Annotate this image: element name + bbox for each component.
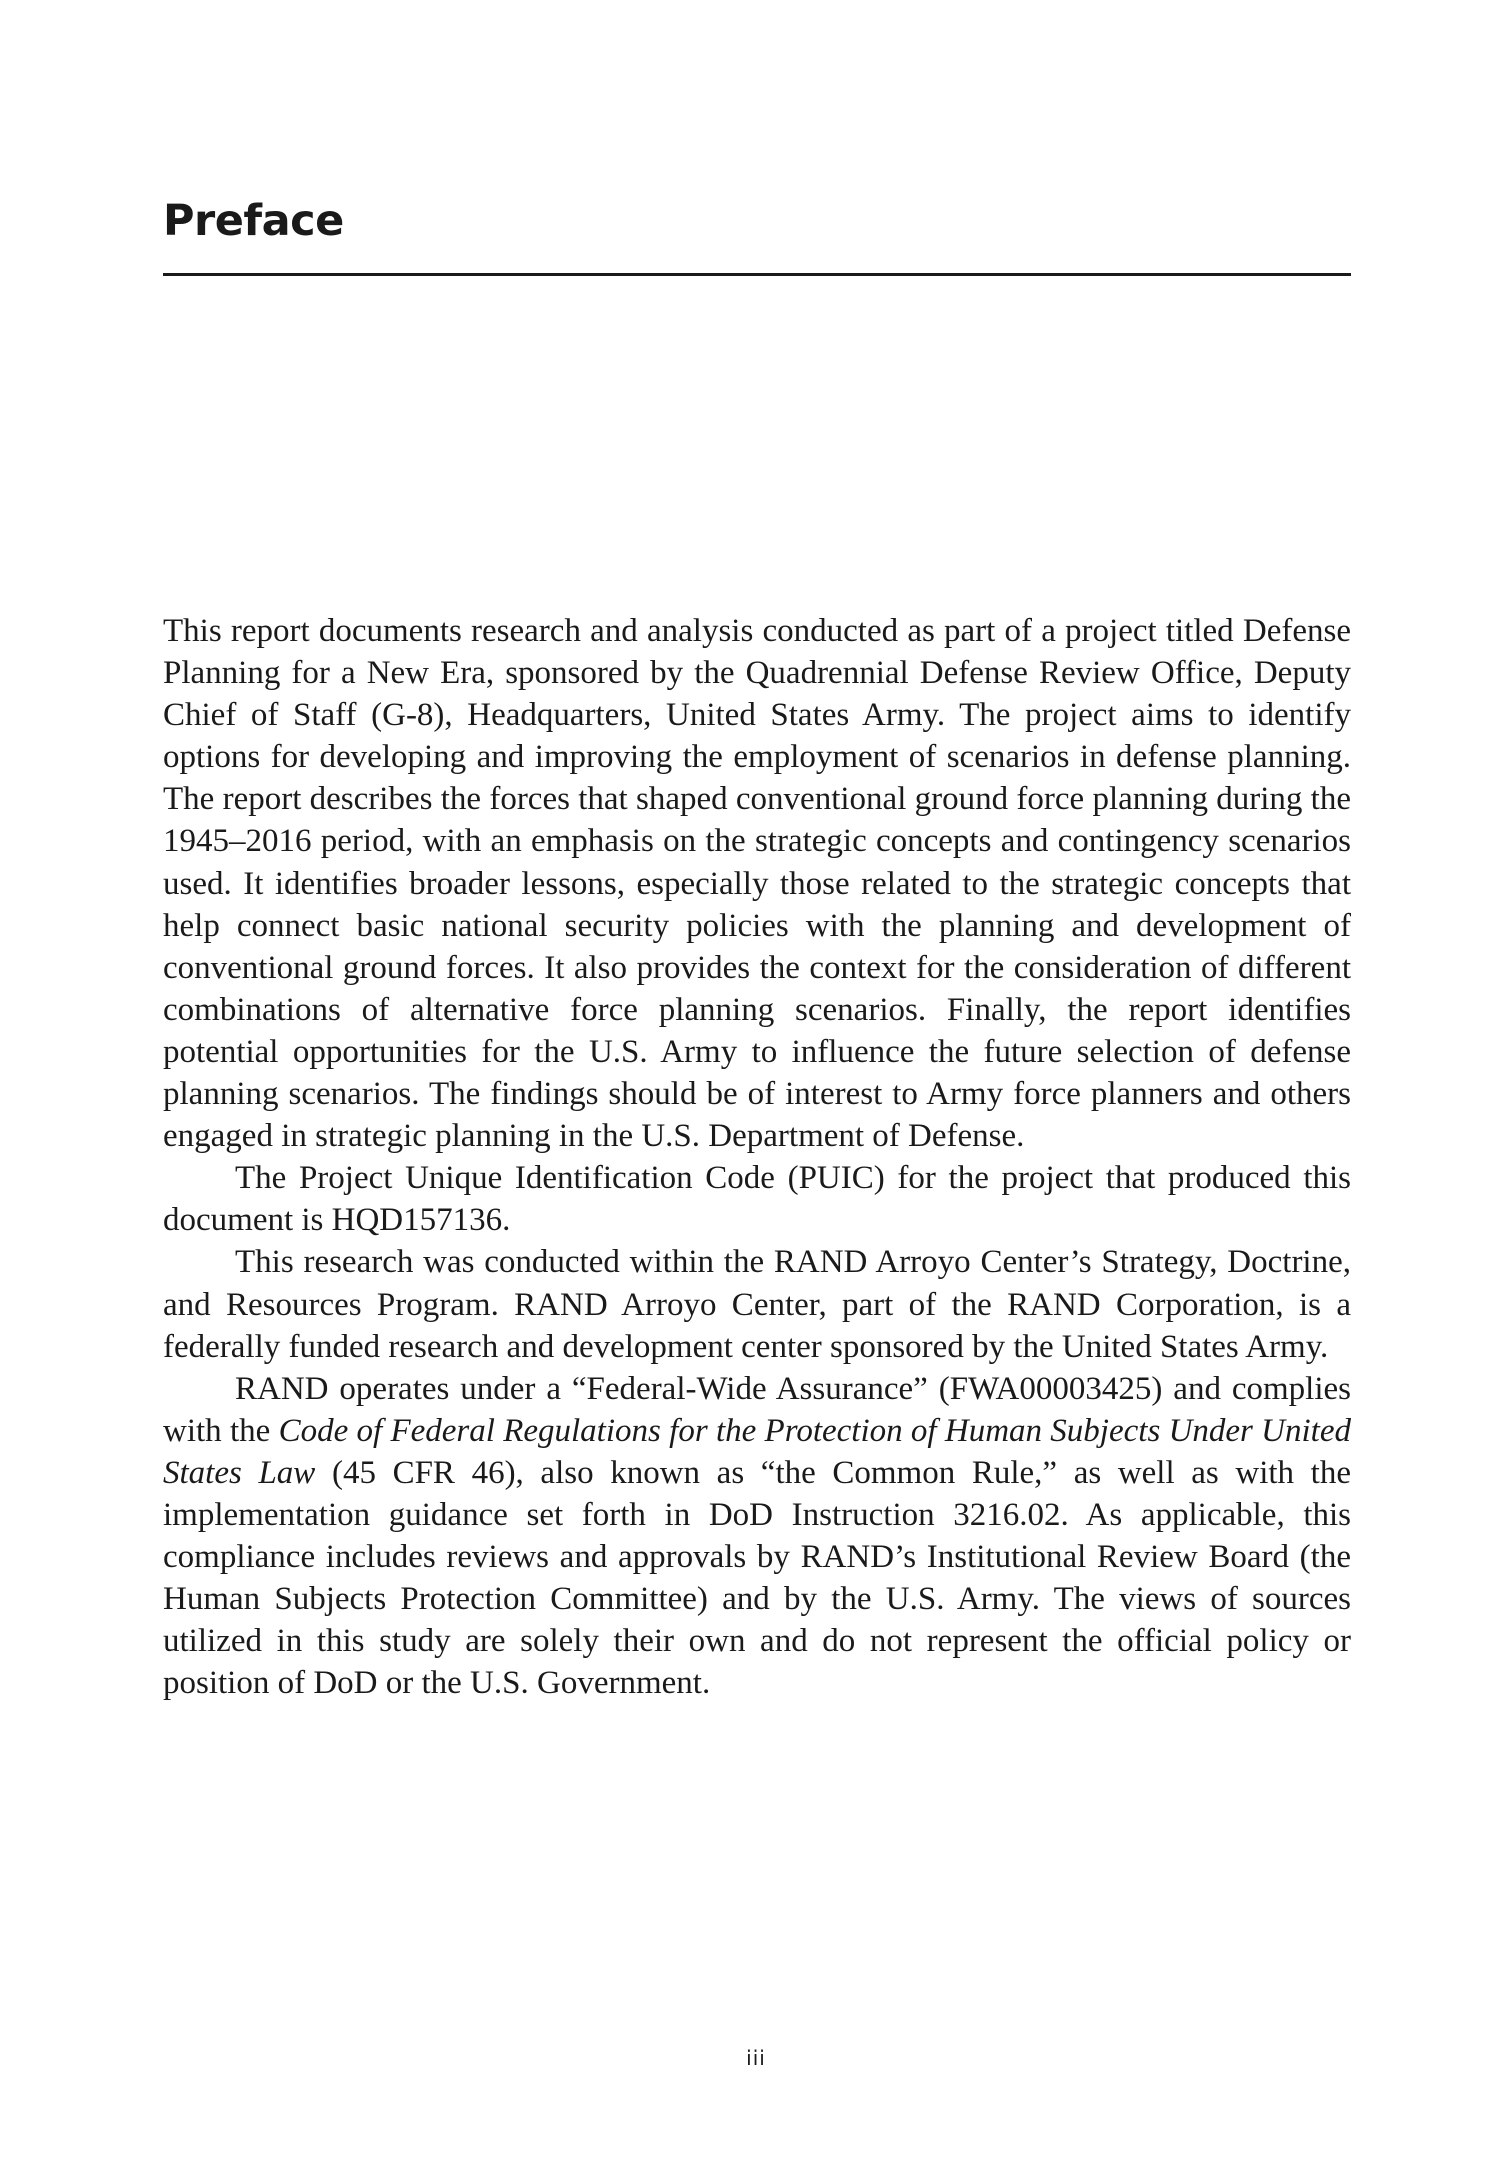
paragraph-assurance <box>163 1368 1351 1705</box>
assurance-text-end: (45 CFR 46), also known as “the Common Rule,” as well as with the implementation guidance set forth in DoD Instruction 3216.02. As applicable, this compliance includes reviews and approvals by RAND’s Institutional Review Board (the Human Subjects Protection Committee) and by the U.S. Army. The views of sources utilized in this study are solely their own and do not represent the official policy or position of DoD or the U.S. Government. <box>163 1454 1351 1702</box>
paragraph-puic: The Project Unique Identification Code (PUIC) for the project that produced this document is HQD157136. <box>163 1160 1351 1239</box>
regulation-title: Code of Federal Regulations for the Protection of Human Subjects Under United States Law <box>163 1412 1351 1491</box>
page-number: iii <box>746 2046 766 2070</box>
paragraph-intro: This report documents research and analysis conducted as part of a project titled Defense Planning for a New Era, sponsored by the Quadrennial Defense Review Office, Deputy Chief of Staff (G-8), Headquarters, United States Army. The project aims to identify options for developing and improving the employment of scenarios in defense planning. The report describes the forces that shaped conventional ground force planning during the 1945–2016 period, with an emphasis on the strategic concepts and contingency scenarios used. It identifies broader lessons, especially those related to the strategic concepts that help connect basic national security policies with the planning and development of conventional ground forces. It also provides the context for the consideration of different combinations of alternative force planning scenarios. Finally, the report identifies potential opportunities for the U.S. Army to influence the future selection of defense planning scenarios. The findings should be of interest to Army force planners and others engaged in strategic planning in the U.S. Department of Defense. <box>163 613 1351 1155</box>
page-title: Preface <box>163 196 344 246</box>
preface-body <box>163 610 1351 1704</box>
paragraph-arroyo-center: This research was conducted within the RAND Arroyo Center’s Strategy, Doctrine, and Resources Program. RAND Arroyo Center, part of the RAND Corporation, is a federally funded research and development center sponsored by the United States Army. <box>163 1244 1351 1365</box>
assurance-text-start: RAND operates under a “Federal-Wide Assurance” (FWA00003425) and complies with the <box>163 1370 1351 1449</box>
heading-rule <box>163 273 1351 276</box>
